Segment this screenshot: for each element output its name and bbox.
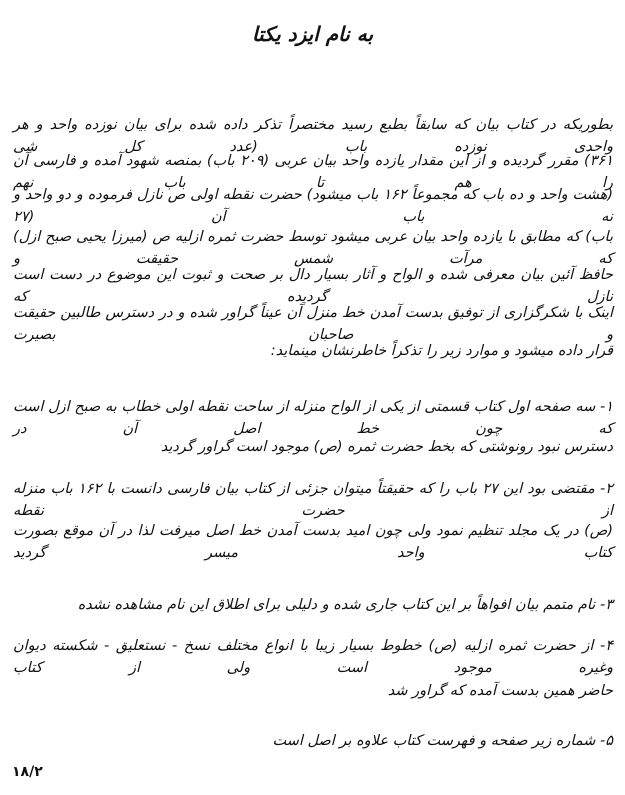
text-line: حاضر همین بدست آمده که گراور شد — [387, 683, 613, 699]
text-line: اینک با شکرگزاری از توفیق بدست آمدن خط منزل آن عیناً گراور شده و در دسترس طالبین حقیقت و صاحبان بصیرت — [13, 305, 613, 343]
list-item-1: ۱- سه صفحه اول کتاب قسمتی از یکی از الواح منزله از ساحت نقطه اولی خطاب به صبح ازل است که چون خط اصل آن در — [13, 399, 613, 437]
list-item-2: ۲- مقتضی بود این ۲۷ باب را که حقیقتاً میتوان جزئی از کتاب بیان فارسی دانست با ۱۶۲ باب منزله از حضرت نقطه — [13, 481, 613, 519]
text-line: بطوریکه در کتاب بیان که سابقاً بطبع رسید مختصراً تذکر داده شده برای بیان نوزده واحد و هر واحدی نوزده باب (عدد کل شی — [13, 117, 613, 155]
text-line: قرار داده میشود و موارد زیر را تذکراً خاطرنشان مینماید: — [270, 343, 613, 359]
text-line: باب) که مطابق با یازده واحد بیان عربی میشود توسط حضرت ثمره ازلیه ص (میرزا یحیی صبح ازل) که مرآت شمس حقیقت و — [13, 229, 613, 267]
text-line: (ص) در یک مجلد تنظیم نمود ولی چون امید بدست آمدن خط اصل میرفت لذا در آن موقع بصورت کتاب واحد میسر گردید — [13, 523, 613, 561]
text-line: حافظ آئین بیان معرفی شده و الواح و آثار بسیار دال بر صحت و ثبوت این موضوع در دست است نازل گردیده که — [13, 267, 613, 305]
list-item-4: ۴- از حضرت ثمره ازلیه (ص) خطوط بسیار زیبا با انواع مختلف نسخ - نستعلیق - شکسته دیوان وغیره موجود است ولی از کتاب — [13, 638, 613, 676]
text-line: ۳۶۱) مقرر گردیده و از این مقدار یازده واحد بیان عربی (۲۰۹ باب) بمنصه شهود آمده و فارسی آن را هم تا باب نهم — [13, 153, 614, 191]
text-line: (هشت واحد و ده باب که مجموعاً ۱۶۲ باب میشود) حضرت نقطه اولی ص نازل فرموده و دو واحد و نه باب آن (۲۷ — [13, 187, 613, 225]
page-title: به نام ایزد یکتا — [251, 22, 374, 46]
page-number: ۱۸/۲ — [12, 764, 43, 780]
list-item-5: ۵- شماره زیر صفحه و فهرست کتاب علاوه بر اصل است — [272, 733, 613, 749]
list-item-3: ۳- نام متمم بیان افواهاً بر این کتاب جاری شده و دلیلی برای اطلاق این نام مشاهده نشده — [77, 597, 613, 613]
text-line: دسترس نبود رونوشتی که بخط حضرت ثمره (ص) موجود است گراور گردید — [160, 439, 613, 455]
